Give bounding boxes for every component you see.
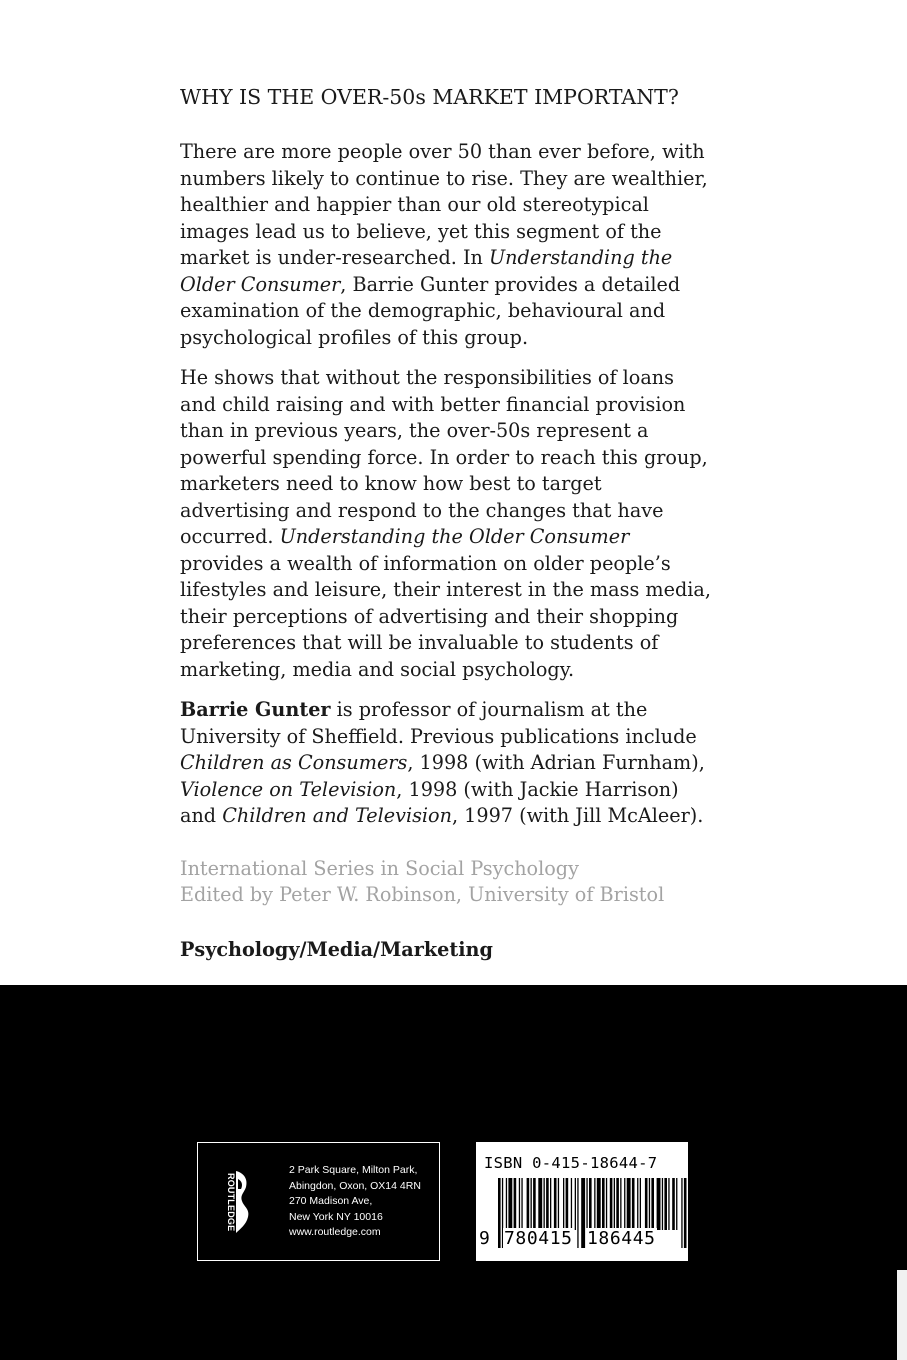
barcode-bar bbox=[597, 1178, 601, 1230]
barcode-bar bbox=[649, 1178, 650, 1230]
barcode-bar bbox=[586, 1178, 587, 1230]
barcode-bar bbox=[527, 1178, 530, 1230]
barcode-bar bbox=[632, 1178, 635, 1230]
barcode-group-right: 186445 bbox=[587, 1228, 656, 1249]
address-line: 2 Park Square, Milton Park, bbox=[289, 1164, 418, 1176]
barcode-bar bbox=[563, 1178, 564, 1230]
series-info bbox=[180, 856, 715, 909]
barcode-bar bbox=[558, 1178, 559, 1230]
barcode-bar bbox=[554, 1178, 557, 1230]
barcode-bar bbox=[575, 1178, 576, 1230]
blurb bbox=[180, 84, 715, 963]
barcode-bar bbox=[637, 1178, 638, 1230]
barcode-bar bbox=[651, 1178, 654, 1230]
barcode-bar bbox=[616, 1178, 619, 1230]
description-paragraph-2 bbox=[180, 365, 715, 683]
barcode-bar bbox=[627, 1178, 631, 1230]
address-line: New York NY 10016 bbox=[289, 1210, 383, 1223]
bio-text-4: , 1997 (with Jill McAleer). bbox=[451, 804, 704, 827]
barcode-bar bbox=[508, 1178, 512, 1230]
barcode-group-left: 780415 bbox=[504, 1228, 573, 1249]
barcode-bar bbox=[662, 1178, 663, 1230]
barcode-bar bbox=[657, 1178, 661, 1230]
address-line: Abingdon, Oxon, OX14 4RN bbox=[289, 1179, 421, 1192]
barcode-bar bbox=[606, 1178, 607, 1230]
publisher-address bbox=[289, 1163, 421, 1241]
bio-text-3: , 1998 (with Jackie Harrison) and bbox=[180, 777, 679, 827]
barcode-bar bbox=[676, 1178, 677, 1230]
publisher-website: www.routledge.com bbox=[289, 1226, 381, 1239]
barcode-bar bbox=[538, 1178, 542, 1230]
barcode-bar bbox=[614, 1178, 615, 1230]
barcode-bar bbox=[566, 1178, 569, 1230]
barcode-bar bbox=[681, 1178, 682, 1248]
page-edge bbox=[897, 1270, 907, 1360]
p1-book-title: Understanding the Older Consumer bbox=[180, 246, 673, 296]
author-bio bbox=[180, 697, 715, 830]
publisher-box bbox=[197, 1142, 440, 1261]
barcode-bar bbox=[602, 1178, 605, 1230]
barcode-bar bbox=[684, 1178, 687, 1248]
barcode-bar bbox=[521, 1178, 522, 1230]
barcode-bar bbox=[594, 1178, 595, 1230]
barcode-bar bbox=[577, 1178, 578, 1248]
headline: WHY IS THE OVER-50s MARKET IMPORTANT? bbox=[180, 85, 679, 109]
p2-text-a: He shows that without the responsibilities of loans and child raising and with better financial provision than in previous years, the over-50s represent a powerful spending force. In order to reach this group, marketers need to know how best to target advertising and respond to the changes that have occurred. bbox=[180, 366, 708, 548]
barcode-bar bbox=[506, 1178, 507, 1230]
barcode-bar bbox=[645, 1178, 648, 1230]
barcode-bar bbox=[498, 1178, 501, 1248]
barcode-bar bbox=[544, 1178, 545, 1230]
isbn-barcode bbox=[476, 1142, 688, 1261]
address-line: 270 Madison Ave, bbox=[289, 1195, 373, 1208]
barcode-bar bbox=[533, 1178, 536, 1230]
barcode-bar bbox=[672, 1178, 675, 1230]
barcode-bar bbox=[581, 1178, 585, 1248]
series-title: International Series in Social Psychology bbox=[180, 856, 579, 880]
bio-book-1: Children as Consumers bbox=[180, 751, 408, 774]
barcode-bar bbox=[589, 1178, 592, 1230]
series-editor: Edited by Peter W. Robinson, University of Bristol bbox=[180, 883, 665, 906]
barcode-first-digit: 9 bbox=[479, 1228, 490, 1249]
barcode-bar bbox=[546, 1178, 549, 1230]
barcode-bar bbox=[571, 1178, 572, 1230]
barcode-bar bbox=[668, 1178, 669, 1230]
routledge-logo-icon bbox=[218, 1165, 252, 1239]
barcode-bar bbox=[550, 1178, 551, 1230]
p1-text-b: , Barrie Gunter provides a detailed examination of the demographic, behavioural and psychological profiles of this group. bbox=[180, 272, 681, 349]
bio-book-3: Children and Television bbox=[222, 804, 452, 827]
logo-wordmark: ROUTLEDGE bbox=[226, 1173, 236, 1232]
barcode-bar bbox=[620, 1178, 621, 1230]
description-paragraph-1 bbox=[180, 139, 715, 351]
barcode-bar bbox=[624, 1178, 625, 1230]
barcode-bar bbox=[531, 1178, 532, 1230]
barcode-bar bbox=[664, 1178, 667, 1230]
black-panel bbox=[0, 985, 907, 1360]
bio-text-1: is professor of journalism at the University of Sheffield. Previous publications include bbox=[180, 698, 697, 748]
bio-text-2: , 1998 (with Adrian Furnham), bbox=[407, 751, 705, 774]
barcode-bar bbox=[640, 1178, 641, 1230]
subject-category: Psychology/Media/Marketing bbox=[180, 937, 493, 961]
p2-book-title: Understanding the Older Consumer bbox=[279, 525, 630, 548]
p1-text-a: There are more people over 50 than ever before, with numbers likely to continue to rise. They are wealthier, healthier and happier than our old stereotypical images lead us to believe, yet this segment of the market is under-researched. In bbox=[180, 140, 708, 269]
barcode-bar bbox=[610, 1178, 613, 1230]
barcode-bar bbox=[514, 1178, 517, 1230]
bio-book-2: Violence on Television bbox=[180, 777, 397, 801]
author-name: Barrie Gunter bbox=[180, 698, 331, 721]
barcode-bar bbox=[519, 1178, 520, 1230]
isbn-label: ISBN 0-415-18644-7 bbox=[484, 1154, 658, 1172]
p2-text-b: provides a wealth of information on older people’s lifestyles and leisure, their interest in the mass media, their perceptions of advertising and their shopping preferences that will be invaluable to students of marketing, media and social psychology. bbox=[180, 551, 711, 681]
